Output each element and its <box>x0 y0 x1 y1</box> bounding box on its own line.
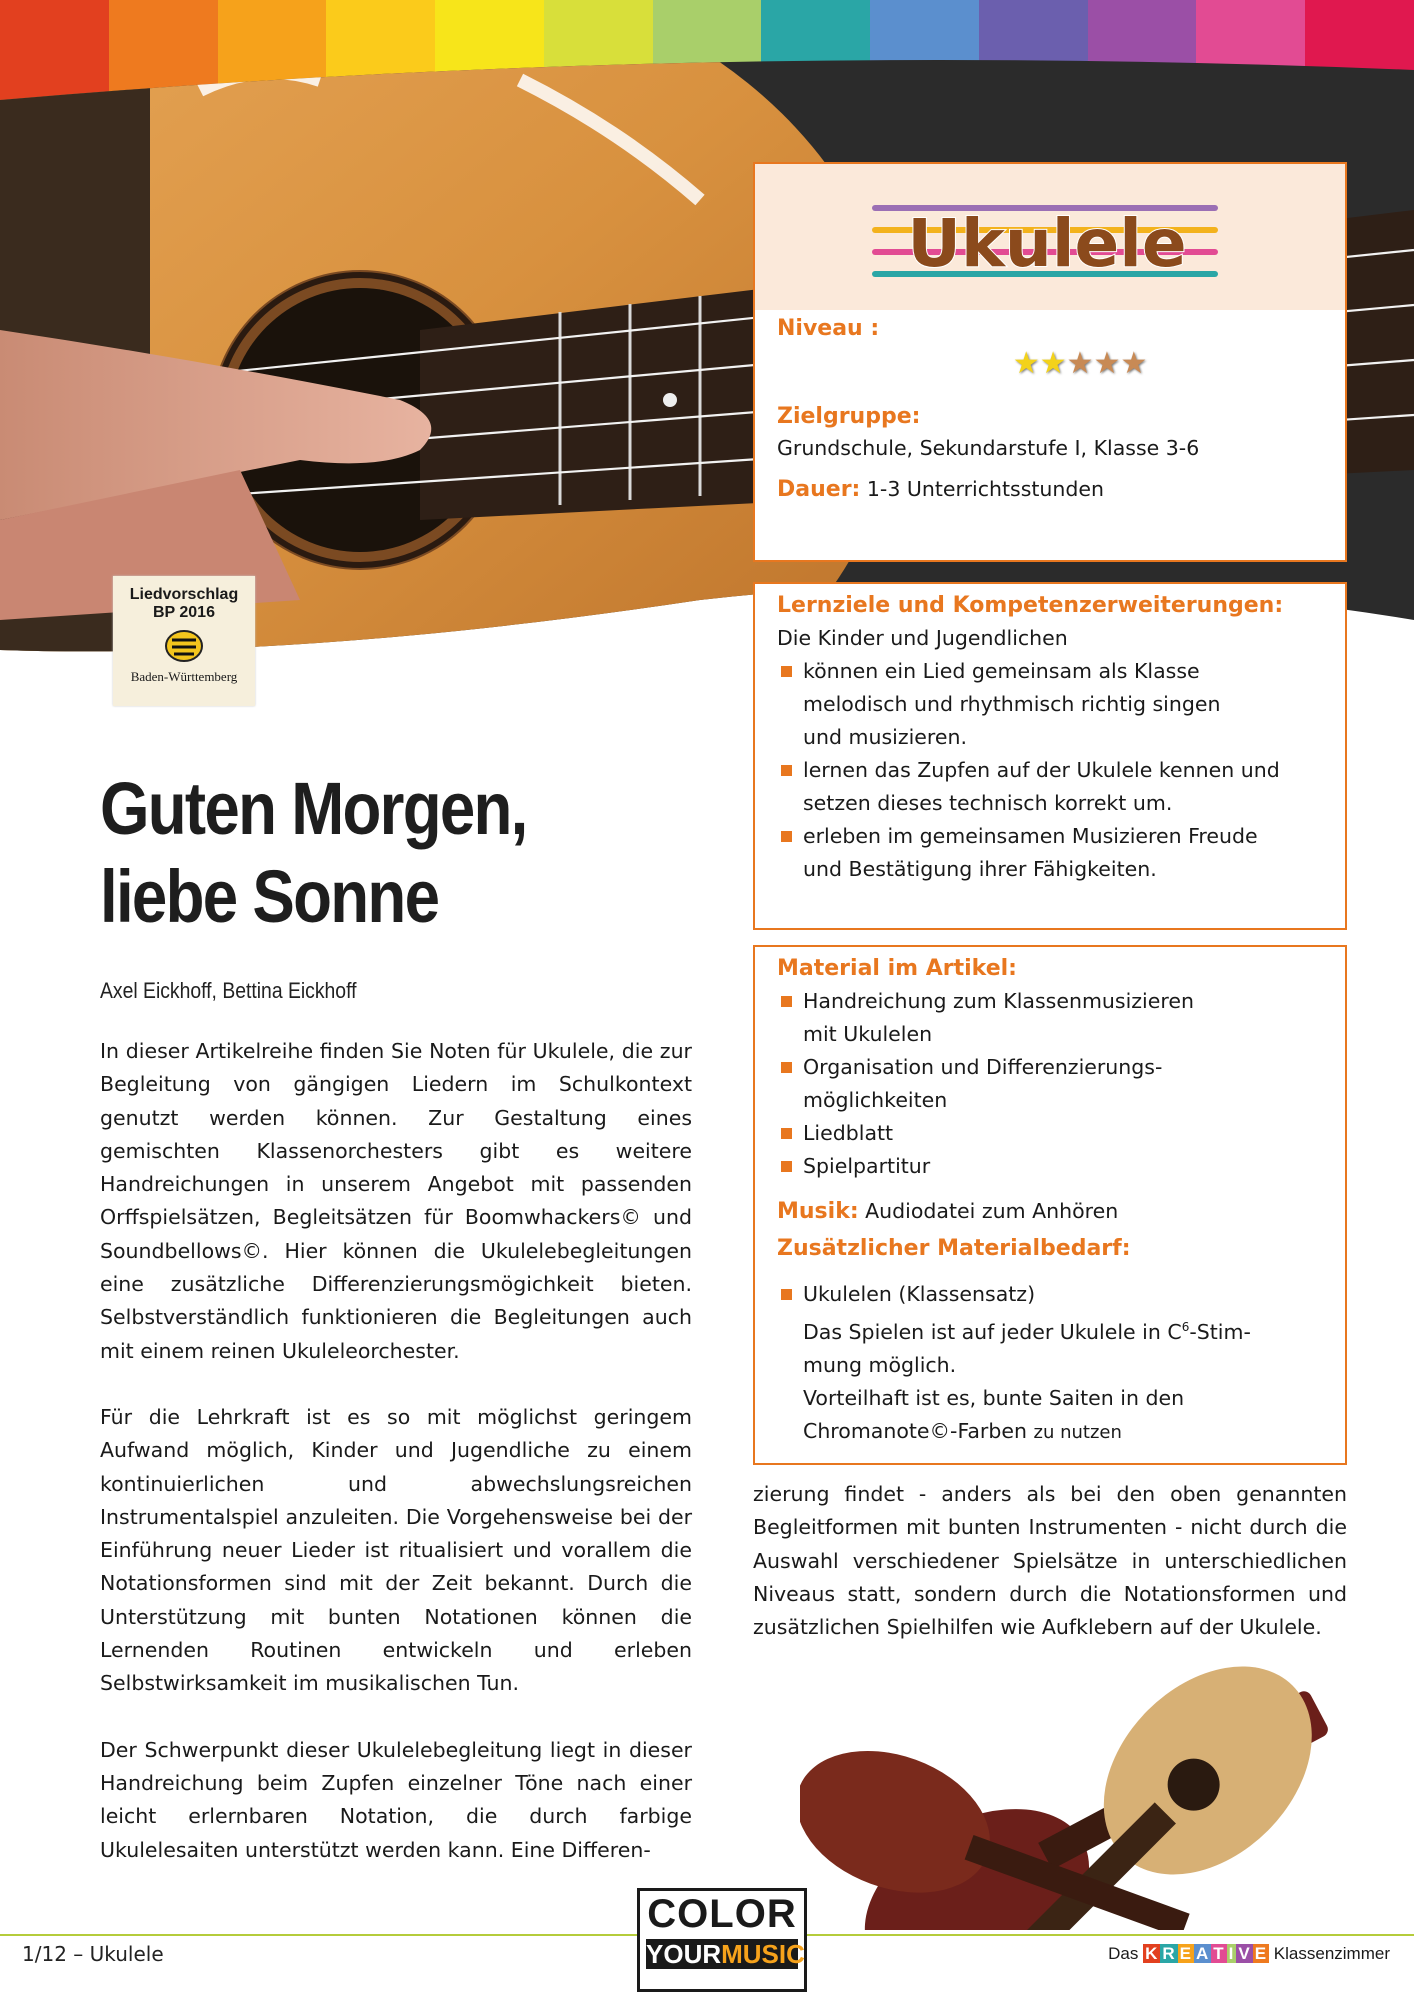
lernziele-item-line: lernen das Zupfen auf der Ukulele kennen und <box>803 758 1280 782</box>
article-right-column: zierung findet - anders als bei den oben genannten Begleitformen mit bunten Instrumenten - nicht durch die Auswahl verschiedener Spielsätze in unterschiedlichen Niveaus statt, sondern durch die Notationsformen und zusätzlichen Spielhilfen wie Aufklebern auf der Ukulele. <box>753 1482 1347 1640</box>
bedarf-line-6: Chromanote©-Farben <box>803 1418 1027 1443</box>
brand-letter: R <box>1162 1944 1176 1963</box>
lernziele-item-line: können ein Lied gemeinsam als Klasse <box>803 659 1200 683</box>
musik-label: Musik: <box>777 1199 859 1224</box>
brand-letter: E <box>1254 1944 1268 1963</box>
lernziele-item-line: und Bestätigung ihrer Fähigkeiten. <box>803 857 1157 881</box>
ukulele-logo-text: Ukulele <box>907 205 1187 282</box>
badge-line1: Liedvorschlag <box>129 586 239 603</box>
bedarf-line-1: Ukulelen (Klassensatz) <box>803 1282 1036 1306</box>
info-box <box>753 162 1347 562</box>
lernziele-item-line: melodisch und rhythmisch richtig singen <box>803 692 1221 716</box>
list-item <box>777 1117 1323 1150</box>
brand-letter: I <box>1228 1944 1235 1963</box>
logo-music: MUSIC <box>721 1939 805 1969</box>
title-line-2: liebe Sonne <box>100 855 439 938</box>
material-list <box>777 985 1323 1183</box>
brand-tail: Klassenzimmer <box>1273 1944 1390 1963</box>
list-item <box>777 1051 1323 1117</box>
article-left-column <box>100 1035 692 1900</box>
list-item <box>777 820 1323 886</box>
bedarf-sup: 6 <box>1181 1320 1190 1334</box>
brand-kreativ <box>1143 1944 1269 1963</box>
lernziele-item-line: setzen dieses technisch korrekt um. <box>803 791 1173 815</box>
lernziele-item-line: erleben im gemeinsamen Musizieren Freude <box>803 824 1258 848</box>
material-item-line: Spielpartitur <box>803 1154 931 1178</box>
lernziele-list <box>777 655 1323 886</box>
bedarf-title: Zusätzlicher Materialbedarf: <box>777 1236 1131 1261</box>
niveau-stars <box>837 346 1323 380</box>
brand-letter: T <box>1213 1944 1225 1963</box>
bedarf-line-5: Vorteilhaft ist es, bunte Saiten in den <box>803 1385 1185 1410</box>
lernziele-item-line: und musizieren. <box>803 725 968 749</box>
dauer-label: Dauer: <box>777 477 861 502</box>
star-empty-icon: ★ <box>1093 346 1121 381</box>
ukulele-logo <box>755 164 1345 310</box>
material-box <box>753 945 1347 1465</box>
bedarf-line-2: Das Spielen ist auf jeder Ukulele in C <box>803 1319 1182 1344</box>
brand-das: Das <box>1108 1944 1139 1963</box>
list-item <box>777 655 1323 754</box>
niveau-label: Niveau : <box>777 316 880 341</box>
ukulele-illustration <box>800 1660 1360 1930</box>
material-item-line: Liedblatt <box>803 1121 894 1145</box>
coat-of-arms-icon <box>164 628 204 664</box>
zielgruppe-label: Zielgruppe: <box>777 404 921 429</box>
lernziele-title: Lernziele und Kompetenzerweiterungen: <box>777 593 1284 618</box>
list-item <box>777 1278 1323 1449</box>
kreative-klassenzimmer-logo <box>1108 1944 1390 1964</box>
page-title <box>100 765 527 941</box>
bedarf-line-3: -Stim- <box>1189 1319 1251 1344</box>
lernziele-intro: Die Kinder und Jugendlichen <box>777 626 1068 650</box>
ukulele-logo-area <box>755 164 1345 310</box>
bedarf-line-7: zu nutzen <box>1033 1421 1122 1443</box>
bedarf-line-4: mung möglich. <box>803 1352 957 1377</box>
star-filled-icon: ★ <box>1012 346 1040 381</box>
badge-region: Baden-Württemberg <box>130 669 238 684</box>
musik-value: Audiodatei zum Anhören <box>865 1199 1119 1223</box>
list-item <box>777 1150 1323 1183</box>
dauer-value: 1-3 Unterrichtsstunden <box>866 477 1105 501</box>
star-empty-icon: ★ <box>1066 346 1094 381</box>
color-your-music-logo <box>637 1888 807 1992</box>
bedarf-list <box>777 1278 1323 1449</box>
star-empty-icon: ★ <box>1120 346 1148 381</box>
brand-letter: E <box>1179 1944 1192 1963</box>
material-title: Material im Artikel: <box>777 956 1017 981</box>
badge-line2: BP 2016 <box>153 604 215 621</box>
logo-your: YOUR <box>646 1939 722 1969</box>
material-item-line: Handreichung zum Klassenmusizieren <box>803 989 1194 1013</box>
brand-letter: V <box>1238 1944 1251 1963</box>
star-filled-icon: ★ <box>1039 346 1067 381</box>
logo-color: COLOR <box>647 1892 797 1936</box>
title-line-1: Guten Morgen, <box>100 767 527 850</box>
authors: Axel Eickhoff, Bettina Eickhoff <box>100 978 357 1003</box>
material-item-line: Organisation und Differenzierungs- <box>803 1055 1163 1079</box>
liedvorschlag-badge <box>113 576 255 706</box>
list-item <box>777 754 1323 820</box>
brand-letter: A <box>1195 1944 1210 1963</box>
paragraph-2: Für die Lehrkraft ist es so mit möglichst geringem Aufwand möglich, Kinder und Jugendliche zu einem kontinuierlichen und abwechslungsreichen Instrumentalspiel anzuleiten. Die Vorgehensweise bei der Einführung neuer Lieder ist ritualisiert und vorallem die Notationsformen sind mit der Zeit bekannt. Durch die Unterstützung mit bunten Notationen können die Lernenden Routinen entwickeln und erleben Selbstwirksamkeit im musikalischen Tun. <box>100 1404 692 1696</box>
paragraph-3: Der Schwerpunkt dieser Ukulelebegleitung liegt in dieser Handreichung beim Zupfen einzelner Töne nach einer leicht erlernbaren Notation, die durch farbige Ukulelesaiten unterstützt werden kann. Eine Differen- <box>100 1737 692 1862</box>
lernziele-box <box>753 582 1347 930</box>
list-item <box>777 985 1323 1051</box>
zielgruppe-value: Grundschule, Sekundarstufe I, Klasse 3-6 <box>777 436 1200 460</box>
page-number: 1/12 – Ukulele <box>22 1942 164 1966</box>
material-item-line: möglichkeiten <box>803 1088 948 1112</box>
material-item-line: mit Ukulelen <box>803 1022 933 1046</box>
brand-letter: K <box>1145 1944 1159 1963</box>
paragraph-1: In dieser Artikelreihe finden Sie Noten für Ukulele, die zur Begleitung von gängigen Liedern im Schulkontext genutzt werden können. Zur Gestaltung eines gemischten Klassenorchesters gibt es weitere Handreichungen in unserem Angebot mit passenden Orffspielsätzen, Begleitsätzen für Boomwhackers© und Soundbellows©. Hier können die Ukulelebegleitungen eine zusätzliche Differenzierungsmögichkeit bieten. Selbstverständlich funktionieren die Begleitungen auch mit einem reinen Ukuleleorchester. <box>100 1039 692 1363</box>
